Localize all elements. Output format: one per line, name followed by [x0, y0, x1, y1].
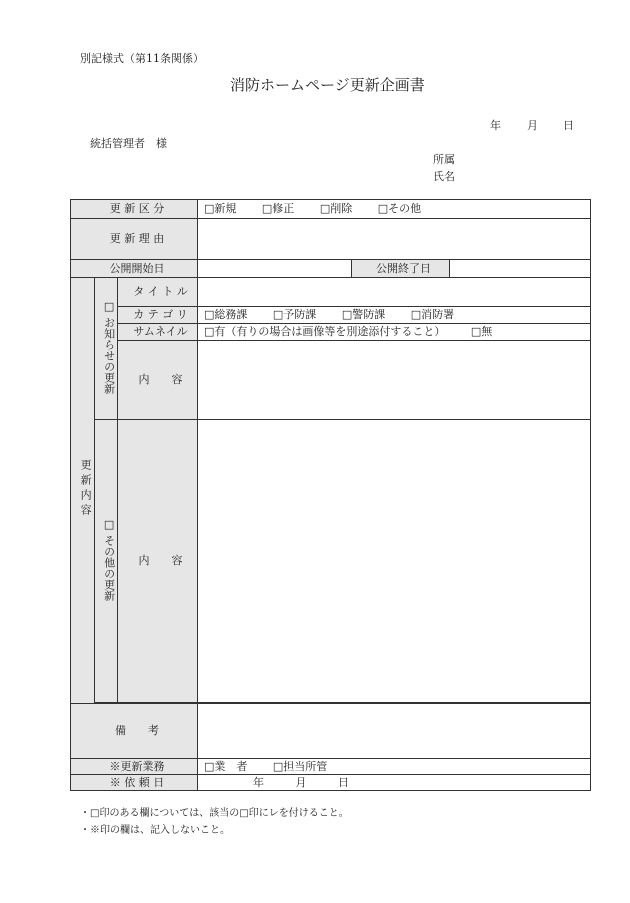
addressee: 統括管理者 様 — [90, 137, 167, 150]
affiliation-label: 所属 — [433, 153, 455, 166]
pub-end-field[interactable] — [450, 260, 591, 278]
update-reason-label: 更 新 理 由 — [71, 219, 198, 260]
work-contractor[interactable]: □業 者 — [204, 759, 248, 773]
other-checkbox[interactable]: □ — [102, 518, 116, 532]
date-year: 年 — [490, 119, 501, 132]
pub-end-label: 公開終了日 — [352, 260, 450, 278]
request-date-label: ※ 依 頼 日 — [71, 775, 198, 791]
option-new[interactable]: □新規 — [204, 202, 237, 216]
notice-checkbox[interactable]: □ — [102, 300, 116, 314]
update-type-options — [198, 200, 591, 219]
work-department[interactable]: □担当所管 — [272, 759, 328, 773]
remarks-label: 備 考 — [71, 704, 198, 759]
pub-start-label: 公開開始日 — [71, 260, 198, 278]
update-type-label: 更 新 区 分 — [71, 200, 198, 219]
thumbnail-label: サムネイル — [118, 324, 198, 341]
form-reference: 別記様式（第11条関係） — [80, 52, 204, 65]
date-day: 日 — [563, 119, 574, 132]
other-body-label: 内 容 — [118, 420, 198, 703]
title-field[interactable] — [198, 278, 591, 307]
work-options — [198, 759, 591, 775]
note-reserved: ・※印の欄は、記入しないこと。 — [80, 825, 230, 836]
other-body-field[interactable] — [198, 420, 591, 703]
thumbnail-no[interactable]: □無 — [470, 325, 493, 339]
category-general[interactable]: □総務課 — [204, 308, 248, 322]
notice-update-label[interactable]: □ お知らせの更新 — [95, 278, 118, 420]
notice-body-label: 内 容 — [118, 341, 198, 420]
option-modify[interactable]: □修正 — [261, 202, 295, 216]
thumbnail-options — [198, 324, 591, 341]
pub-start-field[interactable] — [198, 260, 352, 278]
name-label: 氏名 — [433, 170, 455, 183]
category-defense[interactable]: □警防課 — [341, 308, 386, 322]
thumbnail-yes[interactable]: □有（有りの場合は画像等を別途添付すること） — [204, 325, 446, 339]
notice-body-field[interactable] — [198, 341, 591, 420]
option-other[interactable]: □その他 — [377, 202, 422, 216]
category-options — [198, 307, 591, 324]
update-reason-field[interactable] — [198, 219, 591, 260]
plan-form-table — [70, 199, 591, 791]
title-label: タ イ ト ル — [118, 278, 198, 307]
option-delete[interactable]: □削除 — [319, 202, 353, 216]
date-month: 月 — [527, 119, 538, 132]
page-title: 消防ホームページ更新企画書 — [230, 76, 425, 94]
note-checkbox: ・□印のある欄については、該当の□印にレを付けること。 — [80, 808, 349, 819]
other-update-label[interactable]: □ その他の更新 — [95, 420, 118, 703]
remarks-field[interactable] — [198, 704, 591, 759]
category-prevention[interactable]: □予防課 — [272, 308, 317, 322]
work-label: ※更新業務 — [71, 759, 198, 775]
request-date-field[interactable]: 年 月 日 — [198, 775, 591, 791]
content-label: 更新内容 — [71, 278, 95, 704]
category-station[interactable]: □消防署 — [410, 308, 455, 322]
category-label: カ テ ゴ リ — [118, 307, 198, 324]
